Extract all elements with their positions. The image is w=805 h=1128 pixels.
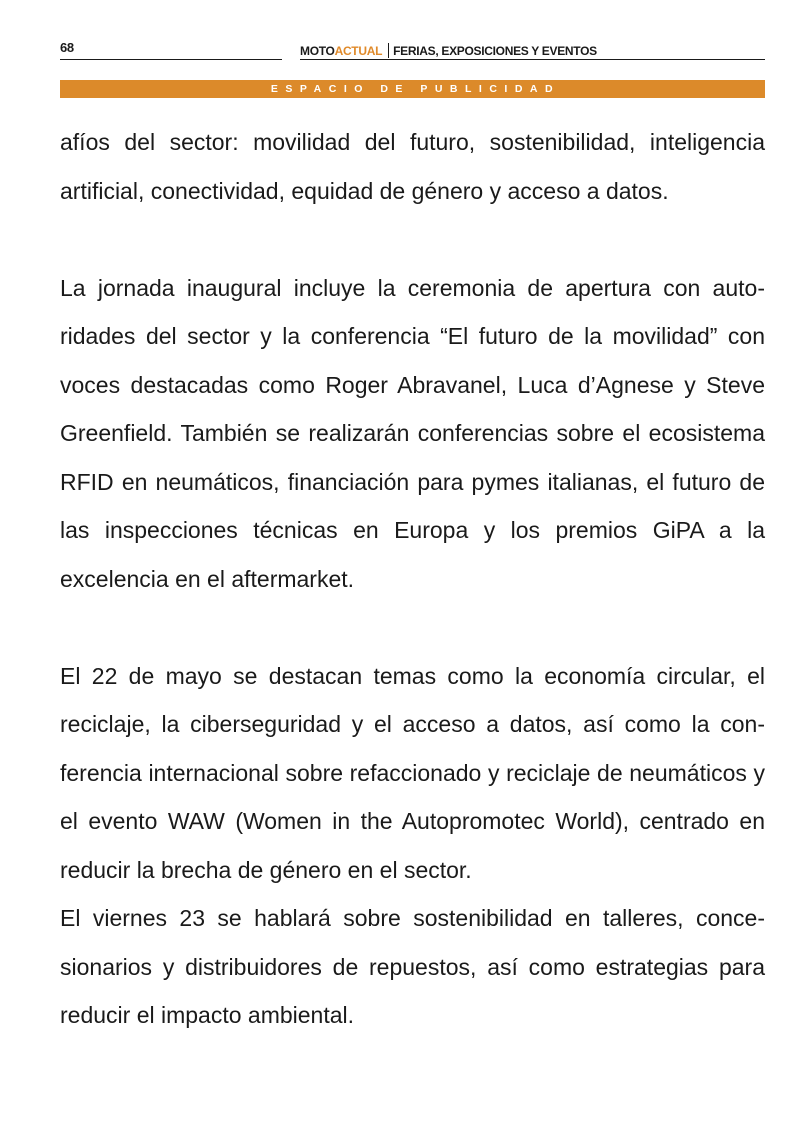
paragraph-1: afíos del sector: movilidad del futuro, sostenibilidad, inteligencia artificial, conectividad, equidad de género y acceso a datos.: [60, 129, 765, 204]
paragraph-2: La jornada inaugural incluye la ceremonia de apertura con autoridades del sector y la conferencia “El futuro de la movilidad” con voces destacadas como Roger Abravanel, Luca d’Agnese y Steve Greenfield. También se realizarán conferencias sobre el ecosistema RFID en neumáticos, financiación para pymes italianas, el futuro de las inspecciones técnicas en Europa y los premios GiPA a la excelencia en el aftermarket.: [60, 274, 765, 592]
header-separator: [388, 43, 389, 58]
paragraph-4: El viernes 23 se hablará sobre sostenibilidad en talleres, concesionarios y distribuidores de repuestos, así como estrategias para reducir el impacto ambiental.: [60, 905, 765, 1028]
brand-name-accent: ACTUAL: [334, 44, 383, 58]
running-header: [300, 43, 597, 58]
page-number: 68: [60, 40, 74, 55]
article-body: [60, 118, 765, 1040]
paragraph-3: El 22 de mayo se destacan temas como la economía circular, el reciclaje, la ciberseguridad y el acceso a datos, así como la conferencia internacional sobre refaccionado y reciclaje de neumáticos y el evento WAW (Women in the Autopromotec World), centrado en reducir la brecha de género en el sector.: [60, 662, 765, 883]
advertising-banner: ESPACIO DE PUBLICIDAD: [60, 80, 765, 98]
header-rule-right: [300, 59, 765, 60]
header-rule-left: [60, 59, 282, 60]
section-title: FERIAS, EXPOSICIONES Y EVENTOS: [393, 44, 597, 58]
brand-name: MOTO: [300, 44, 335, 58]
